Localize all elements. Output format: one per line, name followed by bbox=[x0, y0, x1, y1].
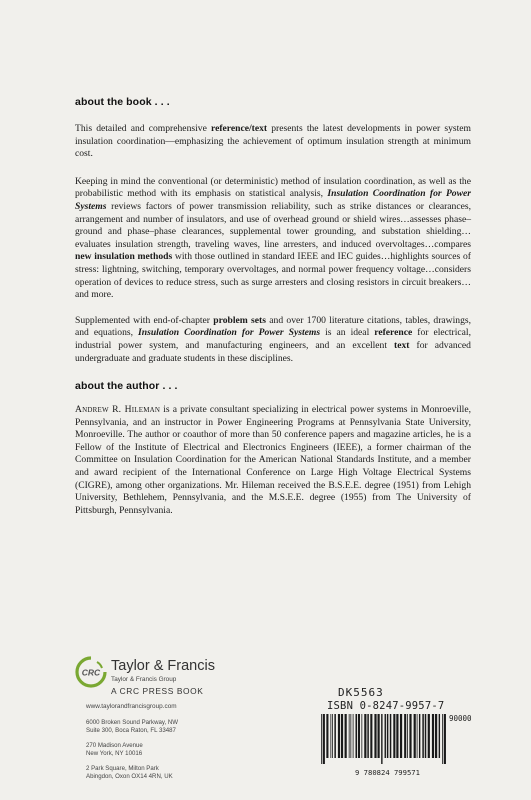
barcode-bar bbox=[417, 714, 418, 758]
barcode-bar bbox=[332, 714, 333, 758]
barcode-bar bbox=[385, 714, 386, 758]
crc-logo-icon bbox=[75, 656, 107, 688]
barcode-bar bbox=[356, 714, 358, 758]
barcode-bar bbox=[350, 714, 351, 758]
publisher-imprint: A CRC PRESS BOOK bbox=[111, 686, 204, 696]
barcode-bar bbox=[409, 714, 411, 758]
barcode-bar bbox=[432, 714, 434, 758]
barcode-bar bbox=[425, 714, 427, 758]
description-column bbox=[75, 96, 471, 517]
author-bio: Andrew R. Hileman is a private consultant specializing in electrical power systems in Monroeville, Pennsylvania, and an instructor in Power Engineering Programs at Pennsylvania State University, Monroeville. The author or coauthor of more than 50 conference papers and magazine articles, he is a Fellow of the Institute of Electrical and Electronics Engineers (IEEE), a former chairman of the Committee on Insulation Coordination for the American National Standards Institute, and a member and award recipient of the International Conference on Large High Voltage Electrical Systems (CIGRE), among other organizations. Mr. Hileman received the B.S.E.E. degree (1951) from Lehigh University, Bethlehem, Pennsylvania, and the M.S.E.E. degree (1955) from The University of Pittsburgh, Pennsylvania. bbox=[75, 404, 472, 516]
barcode-bar bbox=[419, 714, 420, 758]
isbn-barcode bbox=[320, 714, 455, 767]
barcode-bar bbox=[387, 714, 389, 758]
barcode-bar bbox=[370, 714, 372, 758]
about-book-heading: about the book . . . bbox=[75, 96, 170, 108]
barcode-bar bbox=[323, 714, 325, 764]
catalog-code: DK5563 bbox=[338, 686, 384, 699]
barcode-bar bbox=[341, 714, 343, 758]
publisher-group: Taylor & Francis Group bbox=[111, 676, 177, 683]
barcode-number: 9 780824 799571 bbox=[355, 768, 420, 777]
barcode-bar bbox=[407, 714, 408, 758]
barcode-bar bbox=[353, 714, 354, 758]
about-author-heading: about the author . . . bbox=[75, 380, 178, 393]
barcode-bar bbox=[349, 714, 350, 758]
logo-text: CRC bbox=[81, 667, 101, 678]
barcode-bar bbox=[321, 714, 322, 764]
isbn-text: ISBN 0-8247-9957-7 bbox=[327, 700, 445, 712]
address-new-york: 270 Madison Avenue New York, NY 10016 bbox=[86, 742, 143, 757]
address-abingdon: 2 Park Square, Milton Park Abingdon, Oxon OX14 4RN, UK bbox=[86, 765, 173, 780]
about-book-paragraph-1: This detailed and comprehensive reference/text presents the latest developments in power system insulation coordination—emphasizing the achievement of optimum insulation strength at minimum cost. bbox=[75, 123, 471, 160]
barcode-bar bbox=[330, 714, 331, 758]
barcode-bar bbox=[381, 714, 382, 764]
about-book-paragraph-2: Keeping in mind the conventional (or deterministic) method of insulation coordination, as well as the probabilistic method with its emphasis on statistical analysis, Insulation Coordination for Power Systems reviews factors of power transmission reliability, such as strike distances or clearances, arrangement and number of insulators, and use of overhead ground or shield wires…assesses phase–ground and phase–phase clearances, supplemental tower grounding, and substation shielding…evaluates insulation strength, traveling waves, line arresters, and induced overvoltages…compares new insulation methods with those outlined in standard IEEE and IEC guides…highlights sources of stress: lightning, switching, temporary overvoltages, and normal power frequency voltage…considers operation of devices to reduce stress, such as surge arresters and closing resistors in circuit breakers…and more. bbox=[75, 175, 471, 301]
barcode-bar bbox=[374, 714, 376, 758]
barcode-bar bbox=[326, 714, 328, 758]
barcode-bar bbox=[400, 714, 402, 758]
barcode-bar bbox=[428, 714, 430, 758]
barcode-bar bbox=[378, 714, 380, 758]
about-book-paragraph-3: Supplemented with end-of-chapter problem sets and over 1700 literature citations, tables, drawings, and equations, Insulation Coordination for Power Systems is an ideal reference for electrical, industrial power system, and manufacturing engineers, and an excellent text for advanced undergraduate and graduate students in these disciplines. bbox=[75, 314, 471, 364]
barcode-bar bbox=[435, 714, 437, 758]
barcode-bar bbox=[439, 714, 440, 758]
barcode-bar bbox=[358, 714, 360, 758]
barcode-bar bbox=[334, 714, 336, 758]
barcode-bar bbox=[393, 714, 395, 758]
barcode-bar bbox=[338, 714, 340, 758]
barcode-bar bbox=[367, 714, 369, 758]
barcode-bar bbox=[414, 714, 416, 758]
address-boca-raton: 6000 Broken Sound Parkway, NW Suite 300, Boca Raton, FL 33487 bbox=[86, 719, 179, 734]
barcode-bar bbox=[361, 714, 362, 758]
barcode-bar bbox=[422, 714, 424, 758]
barcode-bar bbox=[444, 714, 446, 764]
publisher-website: www.taylorandfrancisgroup.com bbox=[86, 703, 177, 710]
barcode-bar bbox=[345, 714, 347, 758]
barcode-bar bbox=[390, 714, 392, 758]
barcode-bar bbox=[404, 714, 406, 758]
price-code: 90000 bbox=[449, 714, 472, 723]
publisher-name: Taylor & Francis bbox=[111, 658, 215, 674]
barcode-bar bbox=[364, 714, 366, 758]
barcode-bar bbox=[396, 714, 398, 758]
barcode-bar bbox=[442, 714, 443, 764]
author-name: Andrew R. Hileman bbox=[75, 404, 161, 416]
